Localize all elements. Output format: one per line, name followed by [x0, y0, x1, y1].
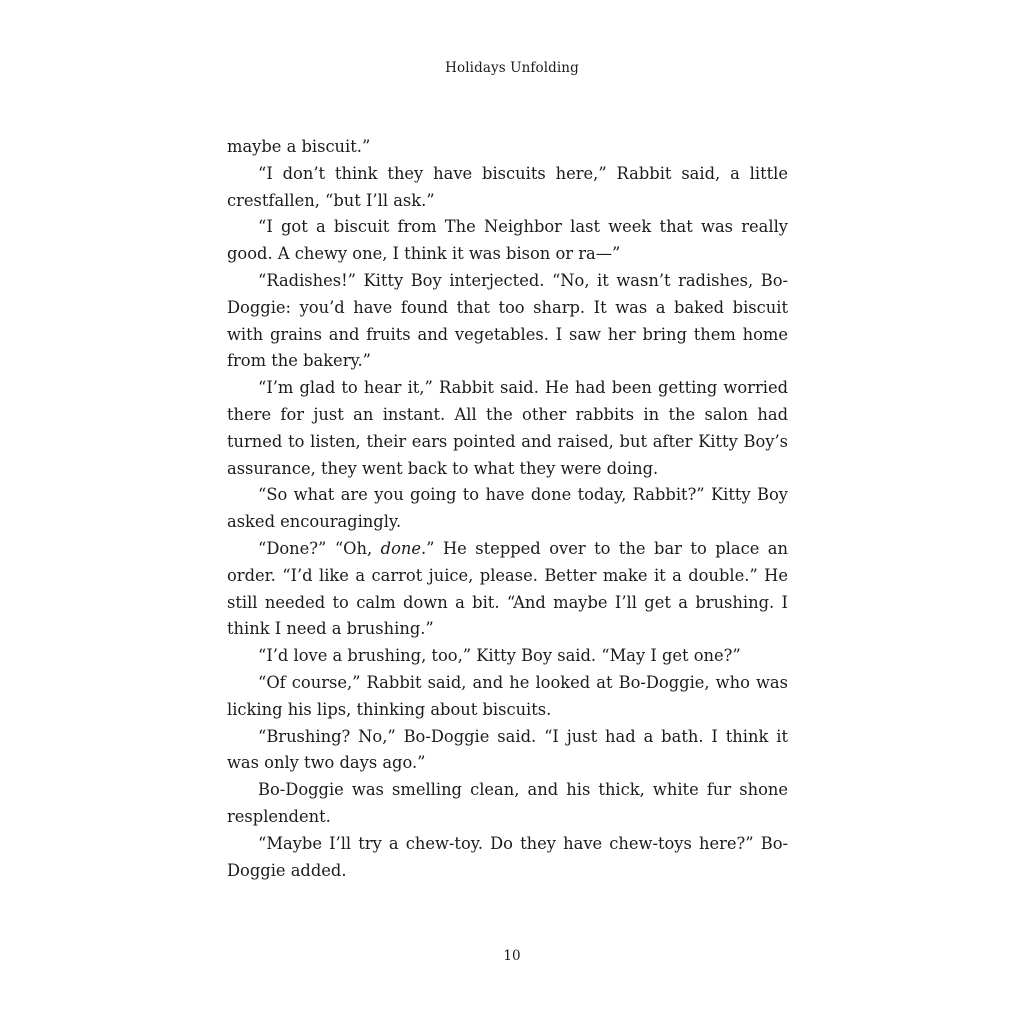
paragraph-12: “Maybe I’ll try a chew-toy. Do they have chew-toys here?” Bo-Doggie added.: [227, 833, 788, 880]
paragraph-8: “I’d love a brushing, too,” Kitty Boy said. “May I get one?”: [258, 646, 741, 666]
paragraph-4: “Radishes!” Kitty Boy interjected. “No, it wasn’t radishes, Bo-Doggie: you’d have found that too sharp. It was a baked biscuit with grains and fruits and vegetables. I saw her bring them home from the bakery.”: [227, 270, 788, 371]
paragraph-7: [227, 536, 788, 643]
paragraph-10: “Brushing? No,” Bo-Doggie said. “I just had a bath. I think it was only two days ago.”: [227, 726, 788, 773]
paragraph-7-emphasis: done: [380, 538, 421, 558]
paragraph-5: “I’m glad to hear it,” Rabbit said. He had been getting worried there for just an instant. All the other rabbits in the salon had turned to listen, their ears pointed and raised, but after Kitty Boy’s assurance, they went back to what they were doing.: [227, 378, 788, 478]
paragraph-9: “Of course,” Rabbit said, and he looked at Bo-Doggie, who was licking his lips, thinking about biscuits.: [227, 672, 788, 719]
page-number: 10: [503, 948, 521, 964]
paragraph-3: “I got a biscuit from The Neighbor last week that was really good. A chewy one, I think it was bison or ra—”: [227, 217, 788, 264]
body-text: [227, 134, 788, 884]
paragraph-7-end: .” He stepped over to the bar to place an order. “I’d like a carrot juice, please. Better make it a double.” He still needed to calm down a bit. “And maybe I’ll get a brushing. I think I need a brushing.”: [227, 538, 788, 639]
paragraph-1: maybe a biscuit.”: [227, 137, 371, 156]
paragraph-11: Bo-Doggie was smelling clean, and his thick, white fur shone resplendent.: [227, 780, 788, 826]
paragraph-6: “So what are you going to have done today, Rabbit?” Kitty Boy asked encouragingly.: [227, 485, 788, 532]
paragraph-2: “I don’t think they have biscuits here,” Rabbit said, a little crestfallen, “but I’ll ask.”: [227, 163, 788, 210]
running-head: Holidays Unfolding: [445, 60, 579, 76]
paragraph-7-start: “Done?” “Oh,: [258, 538, 381, 558]
